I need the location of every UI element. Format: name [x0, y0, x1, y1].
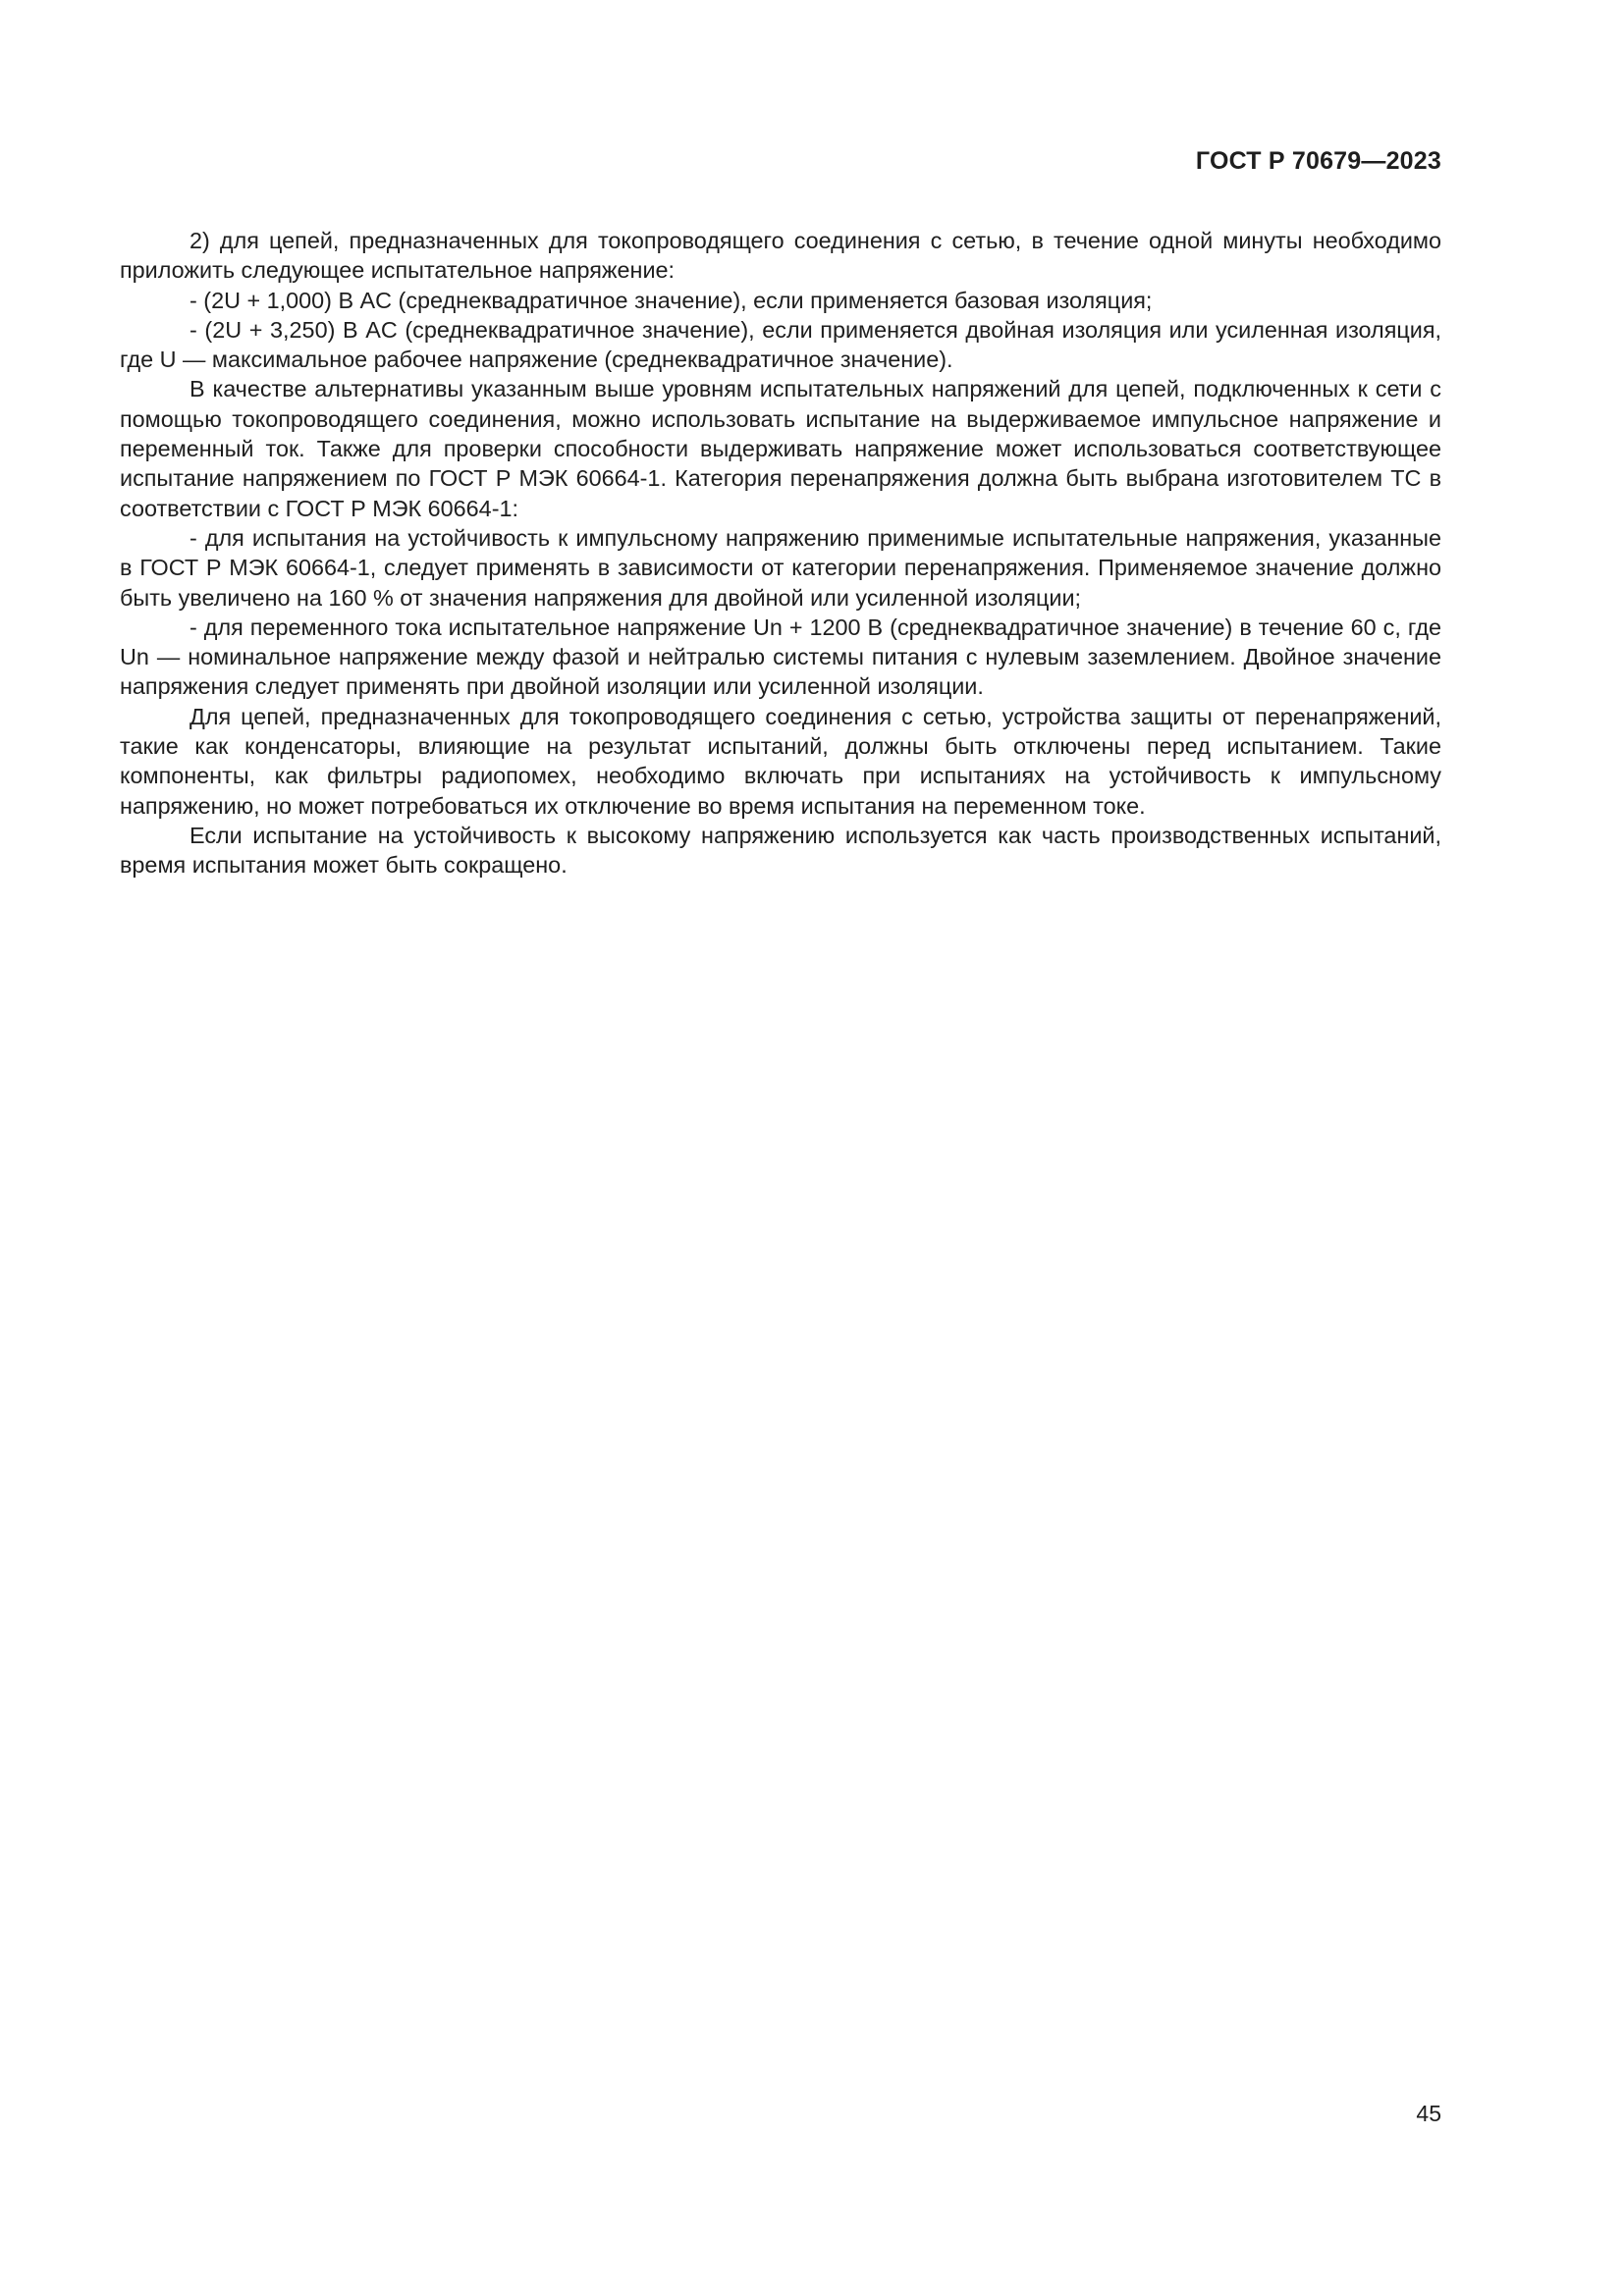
paragraph: Для цепей, предназначенных для токопроводящего соединения с сетью, устройства защиты от перенапряжений, такие как конденсаторы, влияющие на результат испытаний, должны быть отключены перед испытанием. Такие компоненты, как фильтры радиопомех, необходимо включать при испытаниях на устойчивость к импульсному напряжению, но может потребоваться их отключение во время испытания на переменном токе.	[120, 703, 1441, 819]
paragraph: В качестве альтернативы указанным выше уровням испытательных напряжений для цепей, подключенных к сети с помощью токопроводящего соединения, можно использовать испытание на выдерживаемое импульсное напряжение и переменный ток. Также для проверки способности выдерживать напряжение может использоваться соответствующее испытание напряжением по ГОСТ Р МЭК 60664-1. Категория перенапряжения должна быть выбрана изготовителем ТС в соответствии с ГОСТ Р МЭК 60664-1:	[120, 376, 1441, 521]
paragraph: - (2U + 3,250) В AC (среднеквадратичное значение), если применяется двойная изоляция или усиленная изоляция, где U — максимальное рабочее напряжение (среднеквадратичное значение).	[120, 316, 1441, 373]
standard-id: ГОСТ Р 70679—2023	[1195, 147, 1441, 175]
paragraph: - для испытания на устойчивость к импульсному напряжению применимые испытательные напряжения, указанные в ГОСТ Р МЭК 60664-1, следует применять в зависимости от категории перенапряжения. Применяемое значение должно быть увеличено на 160 % от значения напряжения для двойной или усиленной изоляции;	[120, 524, 1441, 611]
document-header	[1196, 147, 1441, 176]
document-body	[120, 226, 1441, 881]
page-number: 45	[1416, 2101, 1441, 2126]
paragraph: 2) для цепей, предназначенных для токопроводящего соединения с сетью, в течение одной минуты необходимо приложить следующее испытательное напряжение:	[120, 228, 1441, 284]
paragraph: - (2U + 1,000) В AC (среднеквадратичное значение), если применяется базовая изоляция;	[189, 287, 1153, 313]
paragraph: Если испытание на устойчивость к высокому напряжению используется как часть производственных испытаний, время испытания может быть сокращено.	[120, 822, 1441, 879]
paragraph: - для переменного тока испытательное напряжение Un + 1200 В (среднеквадратичное значение) в течение 60 с, где Un — номинальное напряжение между фазой и нейтралью системы питания с нулевым заземлением. Двойное значение напряжения следует применять при двойной изоляции или усиленной изоляции.	[120, 614, 1441, 700]
